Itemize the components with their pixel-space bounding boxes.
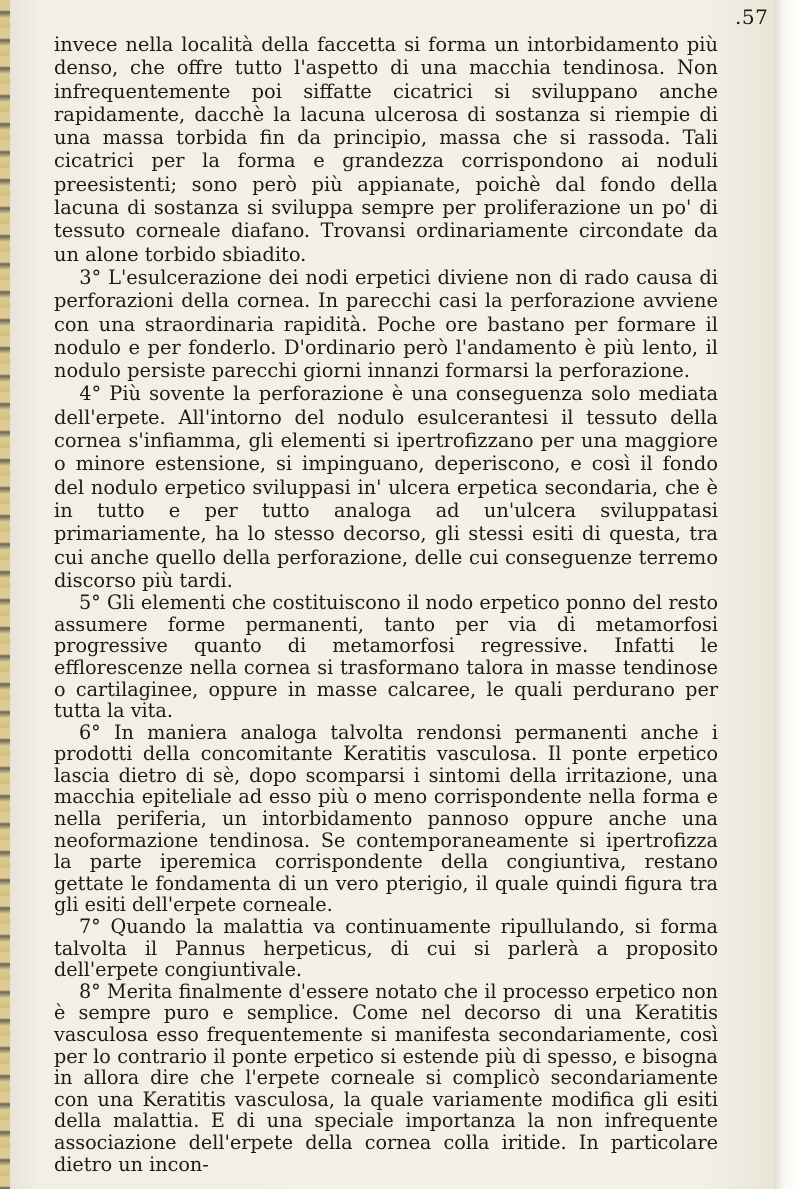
paragraph-3: 3° L'esulcerazione dei nodi erpetici diviene non di rado causa di perforazioni della cornea. In parecchi casi la perforazione avviene con una straordinaria rapidità. Poche ore bastano per formare il nodulo e per fonderlo. D'ordinario però l'andamento è più lento, il nodulo persiste parecchi giorni innanzi formarsi la perforazione. [54, 265, 718, 383]
paragraph-6: 6° In maniera analoga talvolta rendonsi permanenti anche i prodotti della concomitante Keratitis vasculosa. Il ponte erpetico lascia dietro di sè, dopo scomparsi i sintomi della irritazione, una macchia epiteliale ad esso più o meno corrispondente nella forma e nella periferia, un intorbidamento pannoso oppure anche una neoformazione tendinosa. Se contemporaneamente si ipertrofizza la parte iperemica corrispondente della congiuntiva, restano gettate le fondamenta di un vero pterigio, il quale quindi figura tra gli esiti dell'erpete corneale. [54, 720, 718, 917]
paragraph-4: 4° Più sovente la perforazione è una conseguenza solo mediata dell'erpete. All'intorno del nodulo esulcerantesi il tessuto della cornea s'infiamma, gli elementi si ipertrofizzano per una maggiore o minore estensione, si impinguano, deperiscono, e così il fondo del nodulo erpetico sviluppasi in' ulcera erpetica secondaria, che è in tutto e per tutto analoga ad un'ulcera sviluppatasi primariamente, ha lo stesso decorso, gli stessi esiti di questa, tra cui anche quello della perforazione, delle cui conseguenze terremo discorso più tardi. [54, 382, 718, 592]
left-page-edge [0, 0, 10, 1189]
right-page-edge [774, 0, 800, 1189]
paragraph-continuation: invece nella località della faccetta si forma un intorbidamento più denso, che offre tutto l'aspetto di una macchia tendinosa. Non infrequentemente poi siffatte cicatrici si sviluppano anche rapidamente, dacchè la lacuna ulcerosa di sostanza si riempie di una massa torbida fin da principio, massa che si rassoda. Tali cicatrici per la forma e grandezza corrispondono ai noduli preesistenti; sono però più appianate, poichè dal fondo della lacuna di sostanza si sviluppa sempre per proliferazione un po' di tessuto corneale diafano. Trovansi ordinariamente circondate da un alone torbido sbiadito. [54, 33, 718, 266]
paragraph-7: 7° Quando la malattia va continuamente ripullulando, si forma talvolta il Pannus herpeticus, di cui si parlerà a proposito dell'erpete congiuntivale. [54, 915, 718, 982]
body-text [54, 33, 718, 1175]
paragraph-8: 8° Merita finalmente d'essere notato che il processo erpetico non è sempre puro e semplice. Come nel decorso di una Keratitis vasculosa esso frequentemente si manifesta secondariamente, così per lo contrario il ponte erpetico si estende più di spesso, e bisogna in allora dire che l'erpete corneale si complicò secondariamente con una Keratitis vasculosa, la quale variamente modifica gli esiti della malattia. E di una speciale importanza la non infrequente associazione dell'erpete della cornea colla iritide. In particolare dietro un incon- [54, 979, 718, 1176]
paragraph-5: 5° Gli elementi che costituiscono il nodo erpetico ponno del resto assumere forme permanenti, tanto per via di metamorfosi progressive quanto di metamorfosi regressive. Infatti le efflorescenze nella cornea si trasformano talora in masse tendinose o cartilaginee, oppure in masse calcaree, le quali perdurano per tutta la vita. [54, 591, 718, 723]
page-number: .57 [735, 5, 769, 29]
